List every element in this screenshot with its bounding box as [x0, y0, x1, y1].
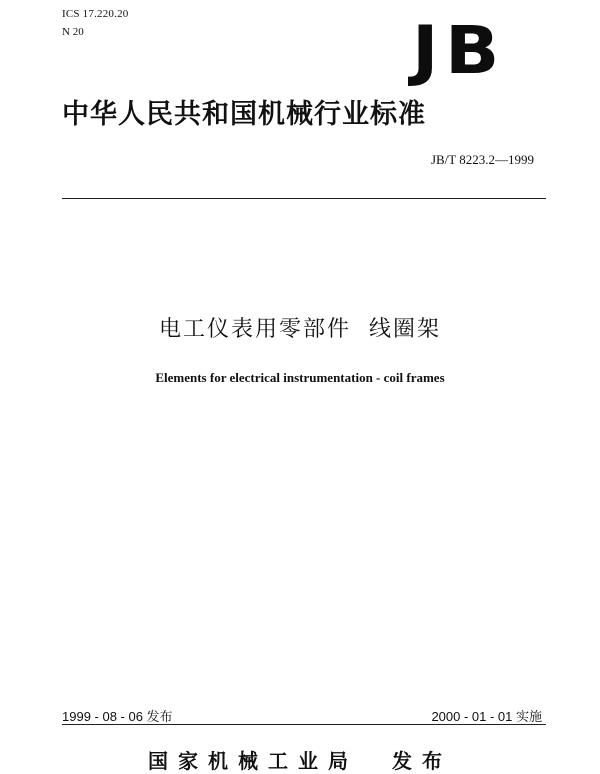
jb-logo: JB [412, 12, 506, 89]
issue-date: 1999 - 08 - 06 发布 [62, 709, 173, 724]
bottom-divider [62, 724, 546, 725]
document-title-chinese: 电工仪表用零部件 线圈架 [159, 317, 441, 342]
document-title-english: Elements for electrical instrumentation - coil frames [155, 370, 445, 385]
standard-code: JB/T 8223.2—1999 [430, 152, 534, 167]
ics-code: ICS 17.220.20 [62, 8, 129, 20]
standard-title: 中华人民共和国机械行业标准 [62, 99, 426, 130]
publisher: 国家机械工业局 发布 [148, 749, 452, 773]
classification-code: N 20 [62, 26, 84, 38]
top-divider [62, 198, 546, 199]
implementation-date: 2000 - 01 - 01 实施 [431, 709, 542, 724]
